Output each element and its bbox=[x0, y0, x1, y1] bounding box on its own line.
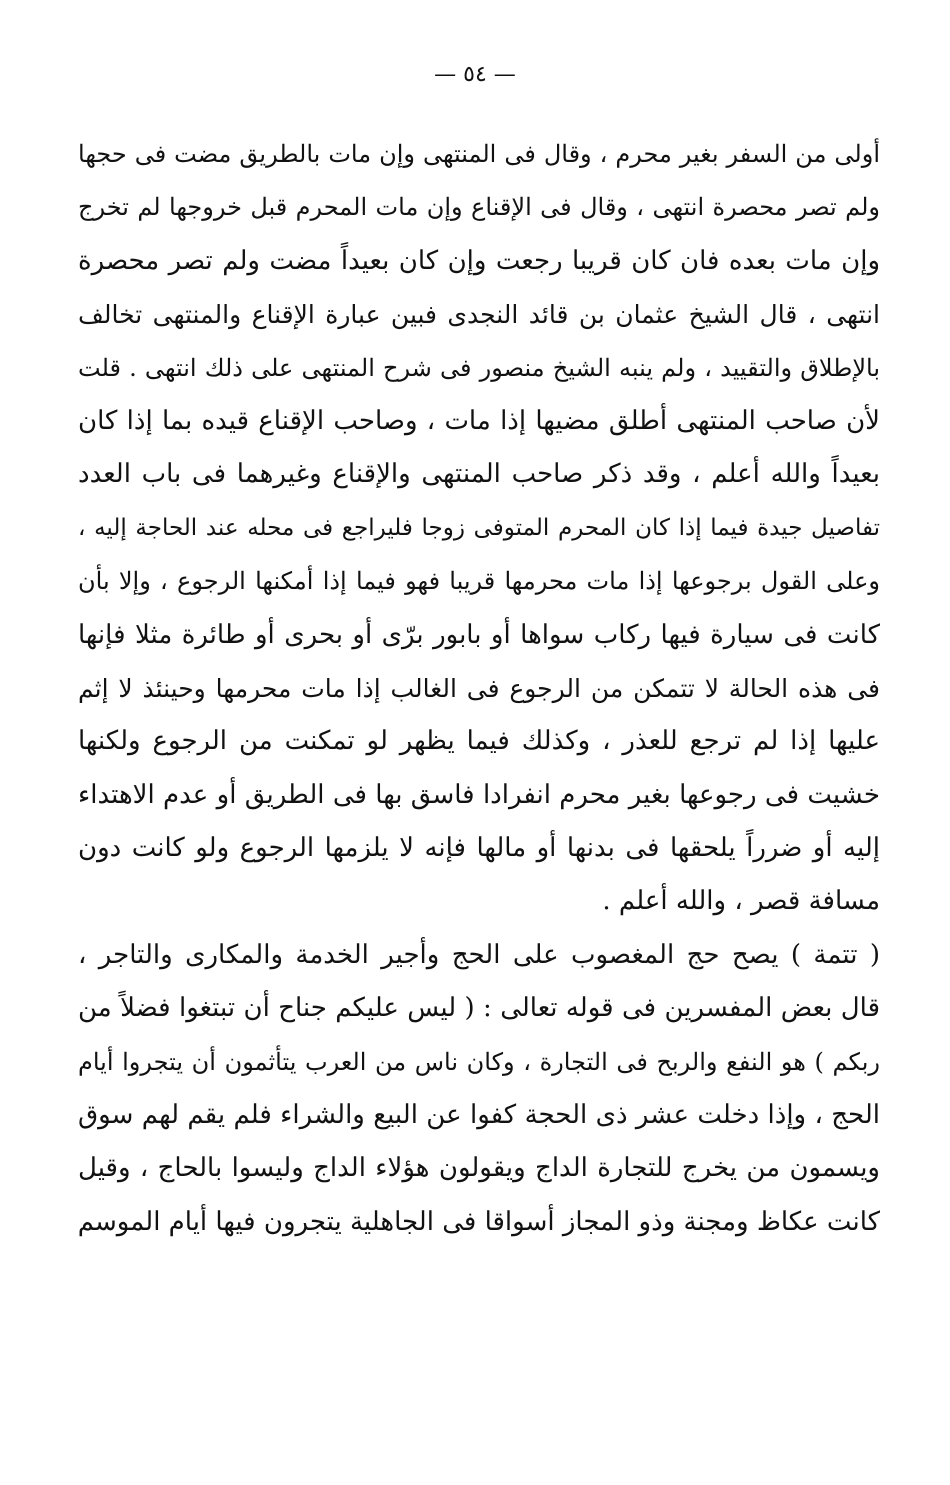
page-number: — ٥٤ — bbox=[434, 62, 516, 87]
text-line: ربكم ) هو النفع والربح فى التجارة ، وكان ناس من العرب يتأثمون أن يتجروا أيام bbox=[78, 1047, 880, 1076]
text-line: انتهى ، قال الشيخ عثمان بن قائد النجدى فبين عبارة الإقناع والمنتهى تخالف bbox=[78, 300, 880, 330]
text-line: وعلى القول برجوعها إذا مات محرمها قريبا فهو فيما إذا أمكنها الرجوع ، وإلا بأن bbox=[78, 567, 880, 596]
text-line: فى هذه الحالة لا تتمكن من الرجوع فى الغالب إذا مات محرمها وحينئذ لا إثم bbox=[78, 673, 880, 703]
text-line-paragraph-end: مسافة قصر ، والله أعلم . bbox=[602, 886, 880, 917]
text-line: ويسمون من يخرج للتجارة الداج ويقولون هؤلاء الداج وليسوا بالحاج ، وقيل bbox=[78, 1153, 880, 1184]
text-line: إليه أو ضرراً يلحقها فى بدنها أو مالها فإنه لا يلزمها الرجوع ولو كانت دون bbox=[78, 833, 880, 864]
text-line: أولى من السفر بغير محرم ، وقال فى المنتهى وإن مات بالطريق مضت فى حجها bbox=[78, 140, 880, 168]
text-line: بعيداً والله أعلم ، وقد ذكر صاحب المنتهى والإقناع وغيرهما فى باب العدد bbox=[78, 459, 880, 490]
text-line: الحج ، وإذا دخلت عشر ذى الحجة كفوا عن البيع والشراء فلم يقم لهم سوق bbox=[78, 1100, 880, 1131]
text-line: بالإطلاق والتقييد ، ولم ينبه الشيخ منصور فى شرح المنتهى على ذلك انتهى . قلت bbox=[78, 353, 880, 382]
text-line: كانت عكاظ ومجنة وذو المجاز أسواقا فى الجاهلية يتجرون فيها أيام الموسم bbox=[78, 1206, 880, 1237]
text-line: كانت فى سيارة فيها ركاب سواها أو بابور برّى أو بحرى أو طائرة مثلا فإنها bbox=[78, 619, 880, 650]
text-line: قال بعض المفسرين فى قوله تعالى : ( ليس عليكم جناح أن تبتغوا فضلاً من bbox=[78, 993, 880, 1024]
text-line: لأن صاحب المنتهى أطلق مضيها إذا مات ، وصاحب الإقناع قيده بما إذا كان bbox=[78, 405, 880, 436]
text-line: عليها إذا لم ترجع للعذر ، وكذلك فيما يظهر لو تمكنت من الرجوع ولكنها bbox=[78, 726, 880, 757]
text-line-section-start: ( تتمة ) يصح حج المغصوب على الحج وأجير الخدمة والمكارى والتاجر ، bbox=[78, 939, 880, 970]
text-line: وإن مات بعده فان كان قريبا رجعت وإن كان بعيداً مضت ولم تصر محصرة bbox=[78, 245, 880, 276]
text-line: تفاصيل جيدة فيما إذا كان المحرم المتوفى زوجا فليراجع فى محله عند الحاجة إليه ، bbox=[78, 514, 880, 541]
text-line: خشيت فى رجوعها بغير محرم انفرادا فاسق بها فى الطريق أو عدم الاهتداء bbox=[78, 779, 880, 810]
body-text bbox=[78, 128, 880, 1249]
text-line: ولم تصر محصرة انتهى ، وقال فى الإقناع وإن مات المحرم قبل خروجها لم تخرج bbox=[78, 193, 880, 222]
